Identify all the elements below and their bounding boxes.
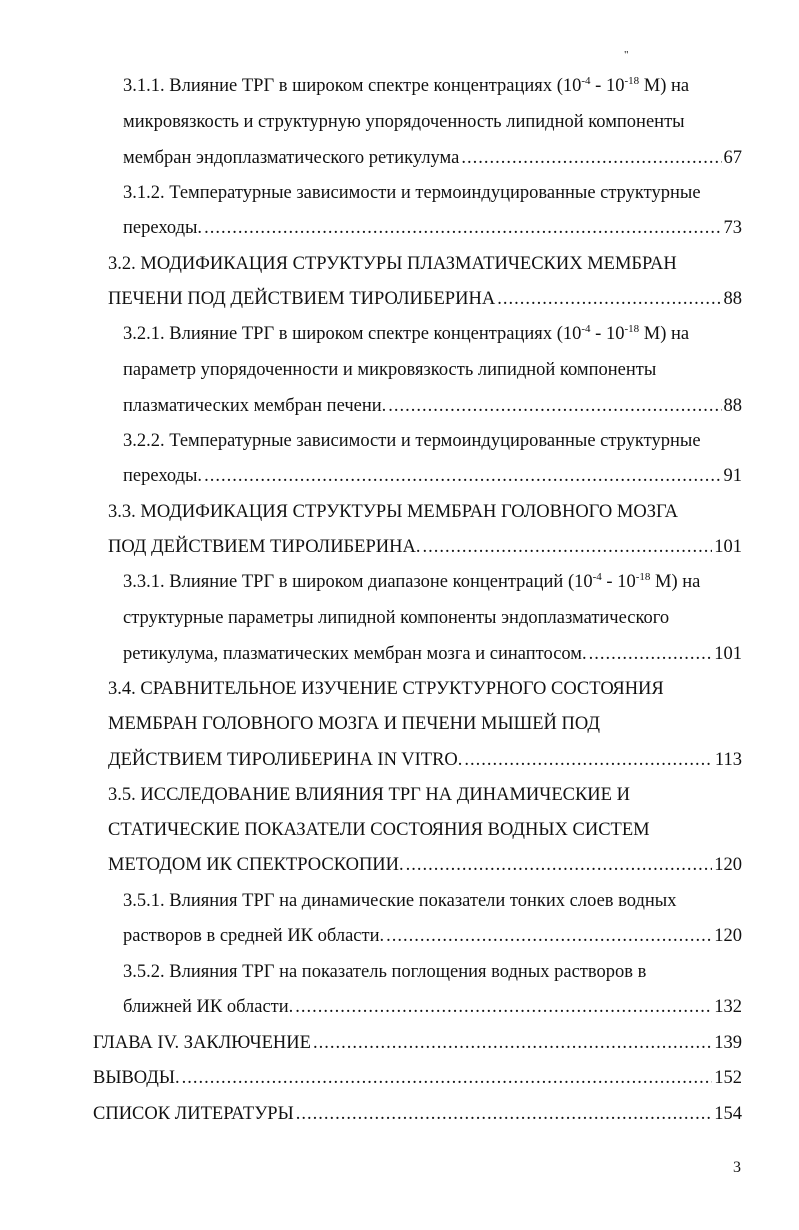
toc-entry-conclusions[interactable]: ВЫВОДЫ. ..... 152 (93, 1063, 742, 1093)
leader-dots (182, 1063, 713, 1093)
toc-page-number: 132 (714, 997, 742, 1017)
toc-page-number: 101 (714, 644, 742, 664)
toc-entry-3-2-line1: 3.2. МОДИФИКАЦИЯ СТРУКТУРЫ ПЛАЗМАТИЧЕСКИХ МЕМБРАН (108, 254, 677, 274)
toc-entry-3-3-1-line3[interactable]: ретикулума, плазматических мембран мозга и синаптосом. ..... 101 (123, 639, 742, 669)
toc-entry-3-4-line2: МЕМБРАН ГОЛОВНОГО МОЗГА И ПЕЧЕНИ МЫШЕЙ ПОД (108, 714, 600, 734)
toc-page-number: 91 (723, 466, 742, 486)
toc-page-number: 152 (714, 1068, 742, 1088)
scan-mark: " (624, 49, 629, 61)
toc-entry-3-3-line2[interactable]: ПОД ДЕЙСТВИЕМ ТИРОЛИБЕРИНА. ..... 101 (108, 532, 742, 562)
toc-entry-3-3-1-line2: структурные параметры липидной компоненты эндоплазматического (123, 608, 670, 628)
toc-entry-chapter-4[interactable]: ГЛАВА IV. ЗАКЛЮЧЕНИЕ ..... 139 (93, 1028, 742, 1058)
toc-page-number: 113 (714, 750, 742, 770)
toc-entry-3-2-1-line1: 3.2.1. Влияние ТРГ в широком спектре концентрациях ($10^{-4} - 10^{-18}$ М) на (123, 323, 690, 344)
leader-dots (461, 143, 721, 173)
toc-entry-3-4-line3[interactable]: ДЕЙСТВИЕМ ТИРОЛИБЕРИНА IN VITRO. ..... 113 (108, 745, 742, 775)
toc-entry-3-2-2-line2[interactable]: переходы. ..... 91 (123, 461, 742, 491)
leader-dots (422, 532, 712, 562)
toc-entry-3-1-1-line1: 3.1.1. Влияние ТРГ в широком спектре концентрациях ($10^{-4} - 10^{-18}$ М) на (123, 75, 690, 96)
toc-entry-references[interactable]: СПИСОК ЛИТЕРАТУРЫ ..... 154 (93, 1099, 742, 1129)
leader-dots (386, 921, 712, 951)
toc-entry-3-1-1-line2: микровязкость и структурную упорядоченность липидной компоненты (123, 112, 685, 132)
toc-entry-3-3-line1: 3.3. МОДИФИКАЦИЯ СТРУКТУРЫ МЕМБРАН ГОЛОВНОГО МОЗГА (108, 502, 679, 522)
leader-dots (204, 461, 721, 491)
toc-entry-3-1-1-line3[interactable]: мембран эндоплазматического ретикулума ..... 67 (123, 143, 742, 173)
leader-dots (464, 745, 713, 775)
toc-page-number: 101 (714, 537, 742, 557)
leader-dots (204, 213, 721, 243)
toc-page-number: 120 (714, 855, 742, 875)
leader-dots (497, 284, 721, 314)
toc-page-number: 88 (723, 396, 742, 416)
toc-page-number: 154 (714, 1104, 742, 1124)
toc-entry-3-2-line2[interactable]: ПЕЧЕНИ ПОД ДЕЙСТВИЕМ ТИРОЛИБЕРИНА ..... 88 (108, 284, 742, 314)
toc-entry-3-4-line1: 3.4. СРАВНИТЕЛЬНОЕ ИЗУЧЕНИЕ СТРУКТУРНОГО СОСТОЯНИЯ (108, 679, 664, 699)
toc-page-number: 73 (723, 218, 742, 238)
toc-entry-3-2-2-line1: 3.2.2. Температурные зависимости и термоиндуцированные структурные (123, 431, 701, 451)
toc-entry-3-5-line3[interactable]: МЕТОДОМ ИК СПЕКТРОСКОПИИ. ..... 120 (108, 850, 742, 880)
toc-page-number: 120 (714, 926, 742, 946)
toc-entry-3-5-line2: СТАТИЧЕСКИЕ ПОКАЗАТЕЛИ СОСТОЯНИЯ ВОДНЫХ СИСТЕМ (108, 820, 650, 840)
leader-dots (406, 850, 713, 880)
toc-entry-3-5-2-line2[interactable]: ближней ИК области. ..... 132 (123, 992, 742, 1022)
toc-entry-3-5-2-line1: 3.5.2. Влияния ТРГ на показатель поглощения водных растворов в (123, 962, 647, 982)
toc-page-number: 67 (723, 148, 742, 168)
toc-entry-3-5-1-line2[interactable]: растворов в средней ИК области. ..... 120 (123, 921, 742, 951)
leader-dots (589, 639, 713, 669)
toc-page-number: 139 (714, 1033, 742, 1053)
toc-entry-3-1-2-line2[interactable]: переходы. ..... 73 (123, 213, 742, 243)
toc-entry-3-1-2-line1: 3.1.2. Температурные зависимости и термоиндуцированные структурные (123, 183, 701, 203)
toc-entry-3-2-1-line3[interactable]: плазматических мембран печени. ..... 88 (123, 391, 742, 421)
toc-entry-3-2-1-line2: параметр упорядоченности и микровязкость липидной компоненты (123, 360, 657, 380)
leader-dots (313, 1028, 712, 1058)
page-number: 3 (733, 1159, 741, 1176)
leader-dots (295, 992, 712, 1022)
leader-dots (388, 391, 721, 421)
toc-entry-3-5-line1: 3.5. ИССЛЕДОВАНИЕ ВЛИЯНИЯ ТРГ НА ДИНАМИЧЕСКИЕ И (108, 785, 630, 805)
leader-dots (296, 1099, 713, 1129)
toc-entry-3-3-1-line1: 3.3.1. Влияние ТРГ в широком диапазоне концентраций ($10^{-4} - 10^{-18}$ М) на (123, 571, 701, 592)
toc-page-number: 88 (723, 289, 742, 309)
toc-entry-3-5-1-line1: 3.5.1. Влияния ТРГ на динамические показатели тонких слоев водных (123, 891, 677, 911)
